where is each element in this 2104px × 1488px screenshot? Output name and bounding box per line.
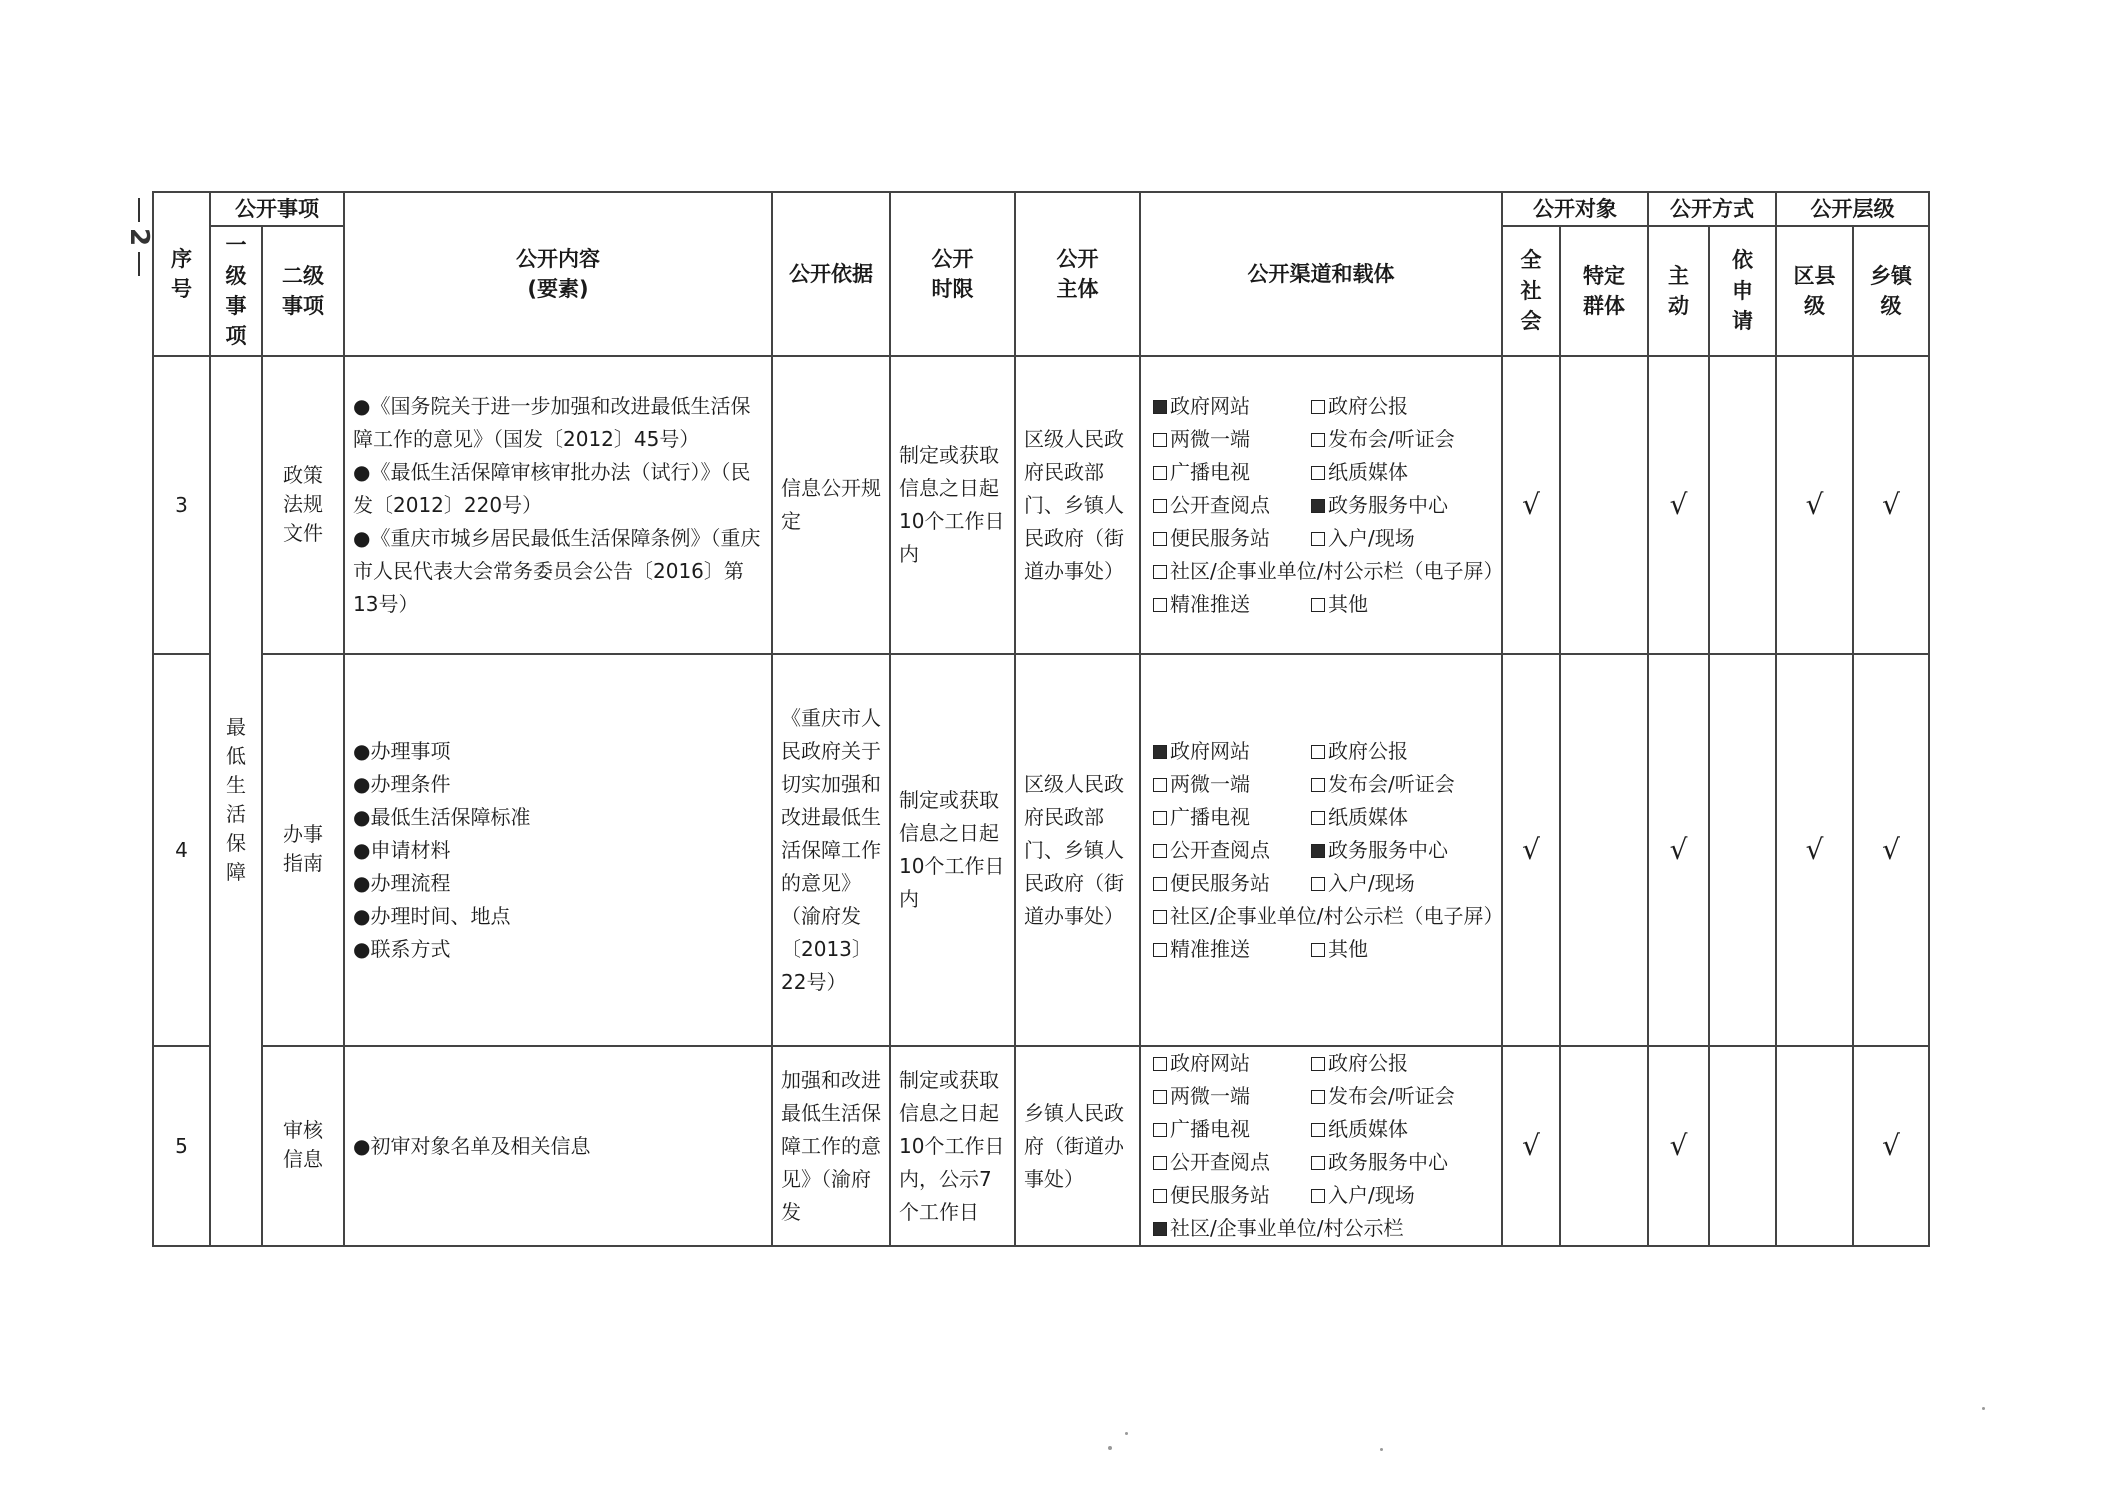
channel-label: 其他 xyxy=(1328,936,1368,961)
scan-speck xyxy=(1125,1432,1128,1435)
checkbox-empty-icon xyxy=(1153,1057,1167,1071)
channel-item xyxy=(1311,1113,1481,1146)
channel-item xyxy=(1153,867,1311,900)
content-cell xyxy=(344,1046,772,1246)
check-mark-icon: √ xyxy=(1669,487,1688,521)
check-mark-icon: √ xyxy=(1882,487,1900,521)
level-county-cell xyxy=(1776,1046,1853,1246)
basis-cell: 信息公开规定 xyxy=(772,356,890,654)
header-channels: 公开渠道和载体 xyxy=(1140,192,1502,356)
checkbox-empty-icon xyxy=(1153,1189,1167,1203)
channel-item xyxy=(1153,1212,1481,1245)
page-number: 2 xyxy=(124,228,154,247)
channel-item xyxy=(1153,390,1311,423)
scan-speck xyxy=(1982,1407,1985,1410)
method-apply-cell xyxy=(1709,356,1776,654)
level-town-cell xyxy=(1853,1046,1929,1246)
checkbox-empty-icon xyxy=(1153,565,1167,579)
channel-item xyxy=(1311,933,1481,966)
checkbox-checked-icon xyxy=(1311,844,1325,858)
content-item: ●《国务院关于进一步加强和改进最低生活保障工作的意见》（国发〔2012〕45号） xyxy=(353,393,751,451)
channel-label: 纸质媒体 xyxy=(1328,804,1408,829)
channel-item xyxy=(1153,555,1504,588)
channel-label: 便民服务站 xyxy=(1170,870,1270,895)
checkbox-empty-icon xyxy=(1311,598,1325,612)
check-mark-icon: √ xyxy=(1669,832,1688,866)
channel-label: 社区/企事业单位/村公示栏（电子屏） xyxy=(1170,903,1504,928)
disclosure-table xyxy=(152,191,1930,1247)
checkbox-empty-icon xyxy=(1153,499,1167,513)
check-mark-icon: √ xyxy=(1805,487,1824,521)
checkbox-empty-icon xyxy=(1153,532,1167,546)
checkbox-checked-icon xyxy=(1153,400,1167,414)
channel-label: 政府公报 xyxy=(1328,393,1408,418)
header-item-group: 公开事项 xyxy=(210,192,344,226)
level-county-cell xyxy=(1776,356,1853,654)
check-mark-icon: √ xyxy=(1522,487,1540,521)
channel-label: 两微一端 xyxy=(1170,771,1250,796)
channel-label: 公开查阅点 xyxy=(1170,492,1270,517)
header-method-apply: 依申请 xyxy=(1709,226,1776,356)
channel-item xyxy=(1311,867,1481,900)
channel-label: 发布会/听证会 xyxy=(1328,426,1455,451)
content-list xyxy=(353,735,763,966)
channel-item xyxy=(1153,1047,1311,1080)
header-level1: 一级事项 xyxy=(210,226,262,356)
check-mark-icon: √ xyxy=(1669,1128,1688,1162)
channel-list xyxy=(1141,390,1504,621)
channel-label: 公开查阅点 xyxy=(1170,1150,1270,1174)
checkbox-empty-icon xyxy=(1153,811,1167,825)
channel-item xyxy=(1311,1047,1481,1080)
header-subject: 公开主体 xyxy=(1015,192,1140,356)
header-seq: 序号 xyxy=(153,192,210,356)
checkbox-empty-icon xyxy=(1311,400,1325,414)
level-town-cell xyxy=(1853,654,1929,1046)
time-limit-cell: 制定或获取信息之日起10个工作日内 xyxy=(890,356,1015,654)
check-mark-icon: √ xyxy=(1522,832,1540,866)
content-item: ●办理时间、地点 xyxy=(353,903,511,928)
channel-label: 政府公报 xyxy=(1328,1051,1408,1075)
channel-label: 社区/企事业单位/村公示栏（电子屏） xyxy=(1170,558,1504,583)
checkbox-empty-icon xyxy=(1153,1090,1167,1104)
scan-speck xyxy=(1108,1446,1112,1450)
channel-label: 精准推送 xyxy=(1170,591,1250,616)
method-active-cell xyxy=(1648,1046,1709,1246)
channel-label: 发布会/听证会 xyxy=(1328,1084,1455,1108)
channel-item xyxy=(1311,423,1481,456)
method-apply-cell xyxy=(1709,1046,1776,1246)
header-method-group: 公开方式 xyxy=(1648,192,1776,226)
checkbox-empty-icon xyxy=(1311,778,1325,792)
subject-cell: 区级人民政府民政部门、乡镇人民政府（街道办事处） xyxy=(1015,356,1140,654)
channel-label: 精准推送 xyxy=(1170,936,1250,961)
channel-label: 纸质媒体 xyxy=(1328,1117,1408,1141)
header-target-all: 全社会 xyxy=(1502,226,1560,356)
subject-cell: 乡镇人民政府（街道办事处） xyxy=(1015,1046,1140,1246)
target-all-cell xyxy=(1502,1046,1560,1246)
channel-label: 便民服务站 xyxy=(1170,525,1270,550)
content-item: ●办理事项 xyxy=(353,738,451,763)
channel-item xyxy=(1153,801,1311,834)
channel-label: 公开查阅点 xyxy=(1170,837,1270,862)
channel-item xyxy=(1153,933,1311,966)
checkbox-empty-icon xyxy=(1153,943,1167,957)
checkbox-empty-icon xyxy=(1153,910,1167,924)
target-all-cell xyxy=(1502,356,1560,654)
channel-label: 政府网站 xyxy=(1170,738,1250,763)
channel-item xyxy=(1153,522,1311,555)
channel-item xyxy=(1311,522,1481,555)
channel-label: 政府公报 xyxy=(1328,738,1408,763)
channel-label: 两微一端 xyxy=(1170,426,1250,451)
channel-item xyxy=(1153,900,1504,933)
content-list xyxy=(353,1130,763,1163)
channel-label: 政务服务中心 xyxy=(1328,492,1448,517)
channel-item xyxy=(1311,834,1481,867)
checkbox-empty-icon xyxy=(1153,844,1167,858)
level2-item: 审核信息 xyxy=(262,1046,344,1246)
check-mark-icon: √ xyxy=(1882,832,1900,866)
channel-item xyxy=(1153,1146,1311,1179)
basis-cell: 《重庆市人民政府关于切实加强和改进最低生活保障工作的意见》（渝府发〔2013〕22号） xyxy=(772,654,890,1046)
header-content: 公开内容 (要素) xyxy=(344,192,772,356)
channels-cell xyxy=(1140,654,1502,1046)
channel-item xyxy=(1153,768,1311,801)
channel-item xyxy=(1311,1080,1481,1113)
target-specific-cell xyxy=(1560,1046,1648,1246)
channel-label: 广播电视 xyxy=(1170,804,1250,829)
channel-label: 发布会/听证会 xyxy=(1328,771,1455,796)
channel-label: 入户/现场 xyxy=(1328,870,1415,895)
content-item: ●初审对象名单及相关信息 xyxy=(353,1133,591,1158)
channel-item xyxy=(1311,489,1481,522)
header-level-group: 公开层级 xyxy=(1776,192,1929,226)
content-item: ●办理流程 xyxy=(353,870,451,895)
channel-label: 其他 xyxy=(1328,591,1368,616)
content-cell xyxy=(344,356,772,654)
level1-item: 最低生活保障 xyxy=(210,356,262,1246)
channel-item xyxy=(1153,588,1311,621)
channel-item xyxy=(1311,801,1481,834)
channel-item xyxy=(1311,588,1481,621)
channel-label: 两微一端 xyxy=(1170,1084,1250,1108)
channel-label: 政府网站 xyxy=(1170,1051,1250,1075)
content-list xyxy=(353,390,763,621)
scan-speck xyxy=(1380,1448,1383,1451)
channel-item xyxy=(1311,456,1481,489)
channel-item xyxy=(1153,423,1311,456)
content-item: ●《重庆市城乡居民最低生活保障条例》（重庆市人民代表大会常务委员会公告〔2016〕第13号） xyxy=(353,525,761,616)
content-item: ●《最低生活保障审核审批办法（试行）》（民发〔2012〕220号） xyxy=(353,459,751,517)
row-seq: 4 xyxy=(153,654,210,1046)
content-item: ●申请材料 xyxy=(353,837,451,862)
method-active-cell xyxy=(1648,356,1709,654)
channel-list xyxy=(1141,735,1504,966)
row-seq: 3 xyxy=(153,356,210,654)
checkbox-empty-icon xyxy=(1311,1057,1325,1071)
side-page-number xyxy=(124,196,154,278)
header-target-specific: 特定群体 xyxy=(1560,226,1648,356)
table-row xyxy=(153,654,1929,1046)
checkbox-checked-icon xyxy=(1153,1222,1167,1236)
subject-cell: 区级人民政府民政部门、乡镇人民政府（街道办事处） xyxy=(1015,654,1140,1046)
channel-list xyxy=(1141,1047,1501,1245)
channel-label: 广播电视 xyxy=(1170,459,1250,484)
check-mark-icon: √ xyxy=(1882,1128,1900,1162)
table-row xyxy=(153,356,1929,654)
channel-label: 便民服务站 xyxy=(1170,1183,1270,1207)
target-specific-cell xyxy=(1560,654,1648,1046)
channel-item xyxy=(1311,768,1481,801)
header-level-county: 区县级 xyxy=(1776,226,1853,356)
checkbox-empty-icon xyxy=(1153,877,1167,891)
checkbox-checked-icon xyxy=(1311,499,1325,513)
checkbox-empty-icon xyxy=(1311,433,1325,447)
target-all-cell xyxy=(1502,654,1560,1046)
channel-label: 社区/企事业单位/村公示栏 xyxy=(1170,1216,1404,1240)
channel-item xyxy=(1153,456,1311,489)
row-seq: 5 xyxy=(153,1046,210,1246)
channels-cell xyxy=(1140,1046,1502,1246)
content-item: ●办理条件 xyxy=(353,771,451,796)
check-mark-icon: √ xyxy=(1805,832,1824,866)
channel-item xyxy=(1311,1179,1481,1212)
channel-item xyxy=(1153,834,1311,867)
header-level-town: 乡镇级 xyxy=(1853,226,1929,356)
channel-label: 广播电视 xyxy=(1170,1117,1250,1141)
table-row xyxy=(153,1046,1929,1246)
checkbox-empty-icon xyxy=(1311,466,1325,480)
header-time-limit: 公开时限 xyxy=(890,192,1015,356)
level2-item: 办事指南 xyxy=(262,654,344,1046)
channel-label: 政务服务中心 xyxy=(1328,1150,1448,1174)
checkbox-empty-icon xyxy=(1311,1156,1325,1170)
checkbox-empty-icon xyxy=(1153,466,1167,480)
channel-item xyxy=(1311,390,1481,423)
header-method-active: 主动 xyxy=(1648,226,1709,356)
checkbox-empty-icon xyxy=(1311,943,1325,957)
channel-item xyxy=(1153,1080,1311,1113)
checkbox-empty-icon xyxy=(1311,532,1325,546)
checkbox-empty-icon xyxy=(1311,1090,1325,1104)
channel-item xyxy=(1153,1113,1311,1146)
content-cell xyxy=(344,654,772,1046)
checkbox-empty-icon xyxy=(1153,598,1167,612)
checkbox-empty-icon xyxy=(1153,1156,1167,1170)
checkbox-checked-icon xyxy=(1153,745,1167,759)
checkbox-empty-icon xyxy=(1311,745,1325,759)
checkbox-empty-icon xyxy=(1153,778,1167,792)
content-item: ●联系方式 xyxy=(353,936,451,961)
channel-label: 入户/现场 xyxy=(1328,1183,1415,1207)
target-specific-cell xyxy=(1560,356,1648,654)
channel-item xyxy=(1153,735,1311,768)
time-limit-cell: 制定或获取信息之日起10个工作日内 xyxy=(890,654,1015,1046)
header-target-group: 公开对象 xyxy=(1502,192,1648,226)
level2-item: 政策法规文件 xyxy=(262,356,344,654)
checkbox-empty-icon xyxy=(1311,811,1325,825)
content-item: ●最低生活保障标准 xyxy=(353,804,531,829)
basis-cell: 加强和改进最低生活保障工作的意见》（渝府发 xyxy=(772,1046,890,1246)
checkbox-empty-icon xyxy=(1153,1123,1167,1137)
method-apply-cell xyxy=(1709,654,1776,1046)
channel-item xyxy=(1311,735,1481,768)
checkbox-empty-icon xyxy=(1153,433,1167,447)
channel-item xyxy=(1311,1146,1481,1179)
channel-item xyxy=(1153,489,1311,522)
channel-label: 政务服务中心 xyxy=(1328,837,1448,862)
channel-label: 入户/现场 xyxy=(1328,525,1415,550)
level-town-cell xyxy=(1853,356,1929,654)
level-county-cell xyxy=(1776,654,1853,1046)
channel-label: 政府网站 xyxy=(1170,393,1250,418)
header-level2: 二级事项 xyxy=(262,226,344,356)
channel-item xyxy=(1153,1179,1311,1212)
channels-cell xyxy=(1140,356,1502,654)
time-limit-cell: 制定或获取信息之日起10个工作日内，公示7个工作日 xyxy=(890,1046,1015,1246)
checkbox-empty-icon xyxy=(1311,1123,1325,1137)
checkbox-empty-icon xyxy=(1311,877,1325,891)
check-mark-icon: √ xyxy=(1522,1128,1540,1162)
method-active-cell xyxy=(1648,654,1709,1046)
checkbox-empty-icon xyxy=(1311,1189,1325,1203)
channel-label: 纸质媒体 xyxy=(1328,459,1408,484)
header-basis: 公开依据 xyxy=(772,192,890,356)
